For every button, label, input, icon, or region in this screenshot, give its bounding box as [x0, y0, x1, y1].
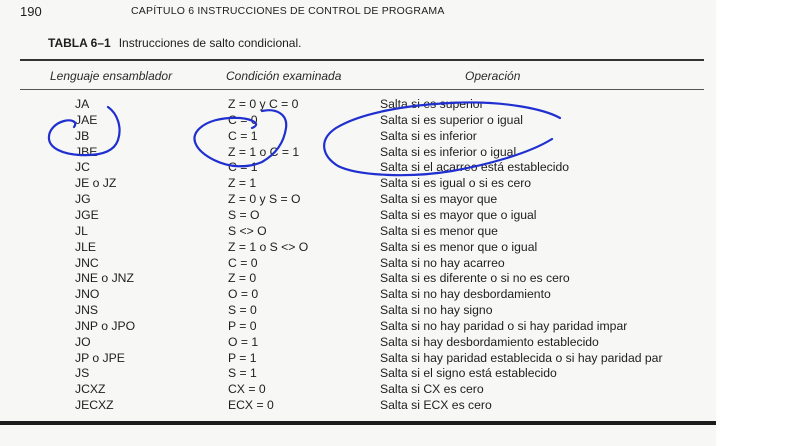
table-row	[0, 366, 716, 382]
condition-cell: O = 0	[228, 287, 259, 302]
operation-cell: Salta si no hay paridad o si hay paridad impar	[380, 318, 628, 333]
condition-cell: S = 0	[228, 303, 257, 318]
instruction-cell: JG	[75, 192, 91, 207]
table-header-rule	[20, 89, 704, 90]
table-row	[0, 240, 716, 256]
instruction-cell: JC	[75, 160, 90, 175]
condition-cell: O = 1	[228, 334, 259, 349]
instruction-cell: JNP o JPO	[75, 318, 136, 333]
instruction-cell: JO	[75, 334, 91, 349]
operation-cell: Salta si no hay signo	[380, 303, 493, 318]
instruction-cell: JNS	[75, 303, 99, 318]
instruction-cell: JA	[75, 97, 90, 111]
column-header-operation: Operación	[465, 69, 521, 83]
table-row	[0, 208, 716, 224]
table-caption	[48, 36, 301, 50]
operation-cell: Salta si es mayor que	[380, 192, 498, 207]
instruction-cell: JNO	[75, 287, 100, 302]
condition-cell: Z = 1 o C = 1	[228, 144, 300, 159]
page-number: 190	[20, 4, 42, 19]
operation-cell: Salta si es diferente o si no es cero	[380, 271, 570, 286]
table-row	[0, 160, 716, 176]
condition-cell: C = 1	[228, 160, 258, 175]
table-row	[0, 256, 716, 272]
instruction-cell: JBE	[75, 144, 98, 159]
table-row	[0, 192, 716, 208]
instruction-cell: JCXZ	[75, 382, 106, 397]
operation-cell: Salta si es inferior	[380, 128, 477, 143]
condition-cell: Z = 0 y S = O	[228, 192, 301, 207]
condition-cell: P = 1	[228, 350, 257, 365]
table-row	[0, 97, 716, 113]
operation-cell: Salta si hay paridad establecida o si hay paridad par	[380, 350, 663, 365]
instruction-cell: JS	[75, 366, 90, 381]
instruction-cell: JLE	[75, 239, 97, 254]
table-bottom-rule	[0, 421, 716, 425]
instruction-cell: JGE	[75, 207, 99, 222]
instruction-cell: JL	[75, 223, 88, 238]
operation-cell: Salta si CX es cero	[380, 382, 484, 397]
table-row	[0, 319, 716, 335]
instruction-cell: JE o JZ	[75, 176, 117, 191]
instruction-cell: JP o JPE	[75, 350, 125, 365]
table-row	[0, 176, 716, 192]
table-row	[0, 287, 716, 303]
operation-cell: Salta si ECX es cero	[380, 398, 492, 413]
table-row	[0, 382, 716, 398]
condition-cell: C = 0	[228, 255, 258, 270]
condition-cell: C = 1	[228, 128, 258, 143]
operation-cell: Salta si es igual o si es cero	[380, 176, 532, 191]
condition-cell: Z = 0 y C = 0	[228, 97, 299, 111]
table-row	[0, 398, 716, 414]
condition-cell: P = 0	[228, 318, 257, 333]
condition-cell: CX = 0	[228, 382, 266, 397]
condition-cell: C = 0	[228, 112, 258, 127]
instruction-cell: JAE	[75, 112, 98, 127]
instruction-cell: JNE o JNZ	[75, 271, 134, 286]
operation-cell: Salta si es mayor que o igual	[380, 207, 537, 222]
table-label: TABLA 6–1	[48, 36, 111, 50]
condition-cell: S = 1	[228, 366, 257, 381]
column-header-condition: Condición examinada	[226, 69, 342, 83]
operation-cell: Salta si hay desbordamiento establecido	[380, 334, 599, 349]
table-row	[0, 303, 716, 319]
operation-cell: Salta si es superior	[380, 97, 484, 111]
table-row	[0, 113, 716, 129]
condition-cell: S <> O	[228, 223, 267, 238]
table-row	[0, 145, 716, 161]
condition-cell: Z = 1	[228, 176, 257, 191]
chapter-title: CAPÍTULO 6 INSTRUCCIONES DE CONTROL DE PROGRAMA	[131, 5, 445, 17]
operation-cell: Salta si es inferior o igual	[380, 144, 517, 159]
condition-cell: ECX = 0	[228, 398, 274, 413]
table-row	[0, 335, 716, 351]
instruction-cell: JB	[75, 128, 90, 143]
table-top-rule	[20, 59, 704, 61]
table-row	[0, 224, 716, 240]
operation-cell: Salta si el acarreo está establecido	[380, 160, 570, 175]
condition-cell: Z = 1 o S <> O	[228, 239, 309, 254]
operation-cell: Salta si es menor que o igual	[380, 239, 538, 254]
operation-cell: Salta si no hay desbordamiento	[380, 287, 551, 302]
table-row	[0, 129, 716, 145]
operation-cell: Salta si no hay acarreo	[380, 255, 505, 270]
table-row	[0, 271, 716, 287]
instruction-cell: JECXZ	[75, 398, 114, 413]
column-header-asm: Lenguaje ensamblador	[50, 69, 173, 83]
table-caption-text: Instrucciones de salto condicional.	[118, 36, 302, 50]
operation-cell: Salta si es menor que	[380, 223, 498, 238]
instruction-cell: JNC	[75, 255, 99, 270]
operation-cell: Salta si es superior o igual	[380, 112, 523, 127]
table-row	[0, 351, 716, 367]
operation-cell: Salta si el signo está establecido	[380, 366, 557, 381]
condition-cell: Z = 0	[228, 271, 257, 286]
condition-cell: S = O	[228, 207, 260, 222]
